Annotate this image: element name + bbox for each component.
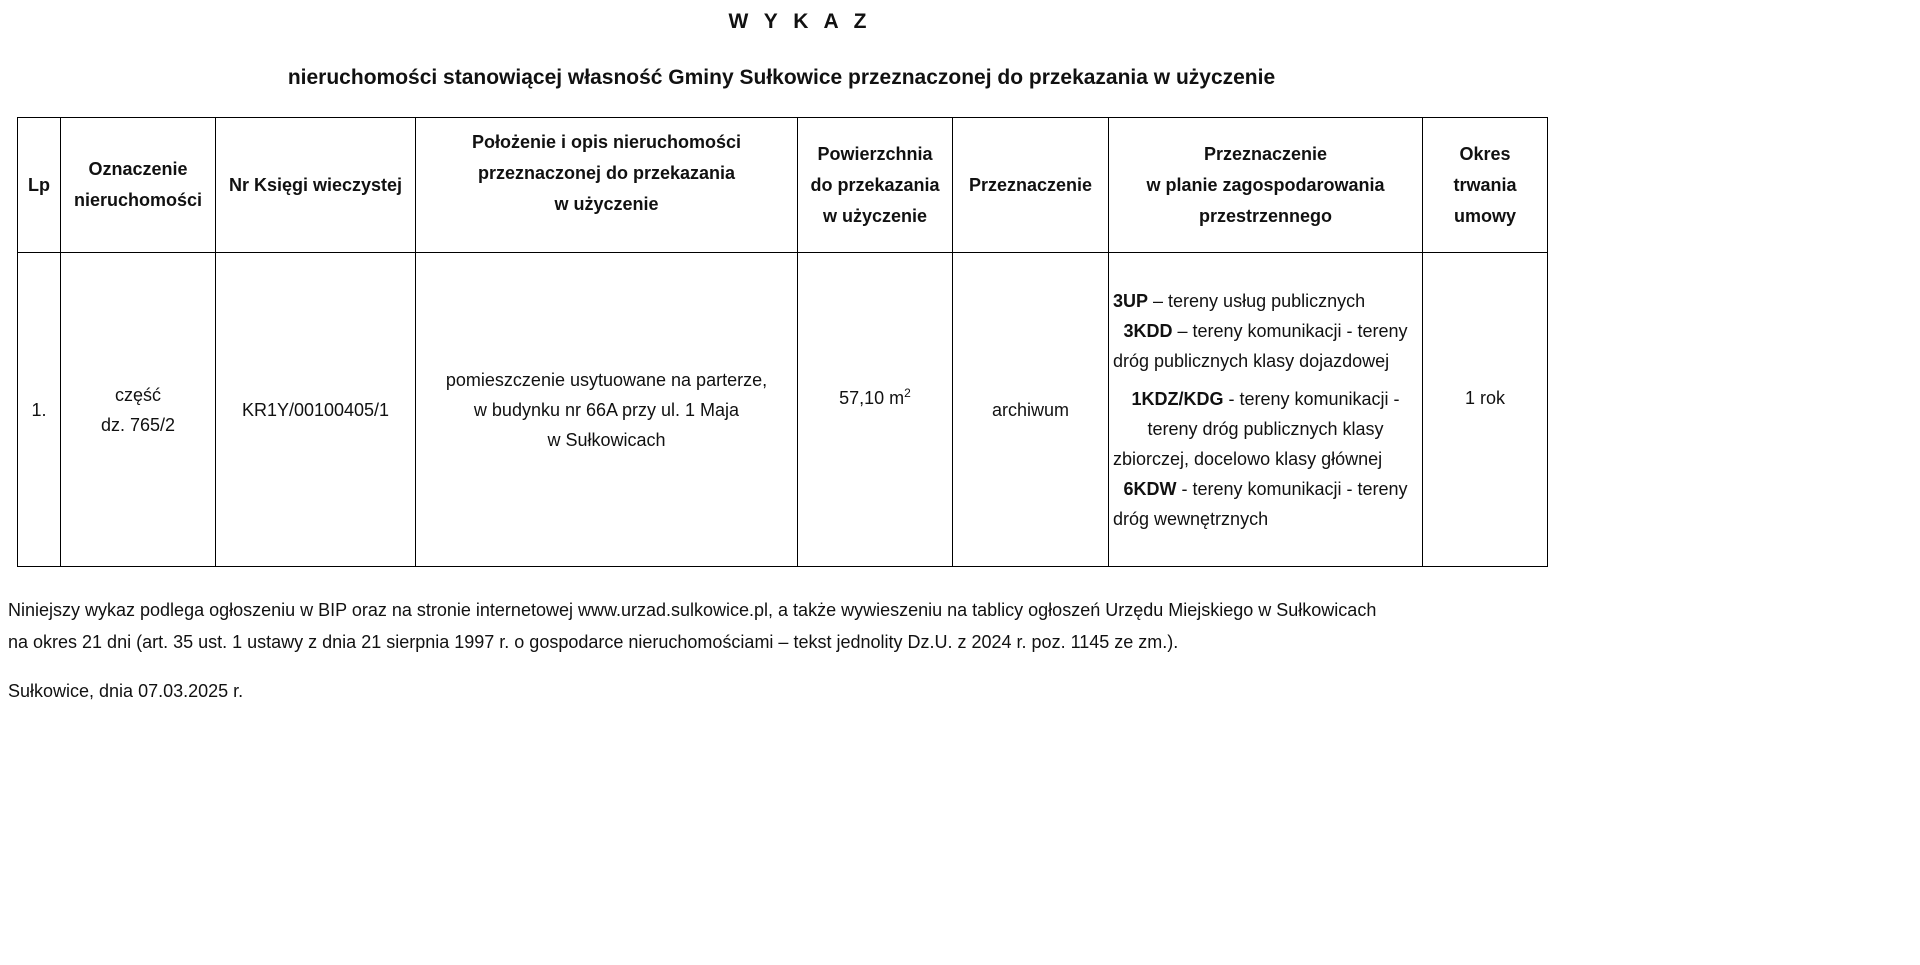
property-table bbox=[17, 117, 1548, 567]
zone-description: - tereny komunikacji - tereny dróg wewnętrznych bbox=[1113, 478, 1408, 529]
cell-okres: 1 rok bbox=[1423, 253, 1548, 567]
document-subtitle: nieruchomości stanowiącej własność Gminy Sułkowice przeznaczonej do przekazania w użyczenie bbox=[287, 66, 1276, 89]
header-powierzchnia: Powierzchnia do przekazania w użyczenie bbox=[798, 118, 953, 253]
cell-opis: pomieszczenie usytuowane na parterze, w budynku nr 66A przy ul. 1 Maja w Sułkowicach bbox=[416, 253, 798, 567]
header-plan: Przeznaczenie w planie zagospodarowania przestrzennego bbox=[1109, 118, 1423, 253]
area-exponent: 2 bbox=[904, 385, 911, 400]
publication-note: Niniejszy wykaz podlega ogłoszeniu w BIP oraz na stronie internetowej www.urzad.sulkowice.pl, a także wywieszeniu na tablicy ogłoszeń Urzędu Miejskiego w Sułkowicach na okres 21 dni (art. 35 ust. 1 ustawy z dnia 21 sierpnia 1997 r. o gospodarce nieruchomościami – tekst jednolity Dz.U. z 2024 r. poz. 1145 ze zm.). bbox=[8, 600, 1377, 652]
zone-entry bbox=[1113, 384, 1418, 474]
cell-powierzchnia bbox=[798, 253, 953, 567]
zone-description: - tereny komunikacji - tereny dróg publicznych klasy zbiorczej, docelowo klasy głównej bbox=[1113, 388, 1400, 469]
table-row bbox=[18, 253, 1548, 567]
cell-oznaczenie: część dz. 765/2 bbox=[61, 253, 216, 567]
zone-description: – tereny komunikacji - tereny dróg publicznych klasy dojazdowej bbox=[1113, 320, 1408, 371]
header-oznaczenie: Oznaczenie nieruchomości bbox=[61, 118, 216, 253]
header-opis: Położenie i opis nieruchomości przeznaczonej do przekazania w użyczenie bbox=[416, 118, 798, 253]
zone-code: 3KDD bbox=[1123, 320, 1173, 341]
zone-entry bbox=[1113, 474, 1418, 534]
zone-code: 6KDW bbox=[1123, 478, 1177, 499]
table-header-row bbox=[18, 118, 1548, 253]
header-okres: Okres trwania umowy bbox=[1423, 118, 1548, 253]
cell-przeznaczenie: archiwum bbox=[953, 253, 1109, 567]
zone-code: 3UP bbox=[1113, 290, 1149, 311]
zone-code: 1KDZ/KDG bbox=[1131, 388, 1224, 409]
place-date: Sułkowice, dnia 07.03.2025 r. bbox=[8, 681, 244, 701]
header-lp: Lp bbox=[18, 118, 61, 253]
area-value: 57,10 m bbox=[839, 387, 905, 408]
cell-kw: KR1Y/00100405/1 bbox=[216, 253, 416, 567]
zone-entry bbox=[1113, 286, 1418, 316]
header-przeznaczenie: Przeznaczenie bbox=[953, 118, 1109, 253]
document-title: W Y K A Z bbox=[728, 10, 872, 33]
zone-description: – tereny usług publicznych bbox=[1148, 290, 1366, 311]
header-kw: Nr Księgi wieczystej bbox=[216, 118, 416, 253]
cell-plan bbox=[1109, 253, 1423, 567]
cell-lp: 1. bbox=[18, 253, 61, 567]
zone-entry bbox=[1113, 316, 1418, 376]
